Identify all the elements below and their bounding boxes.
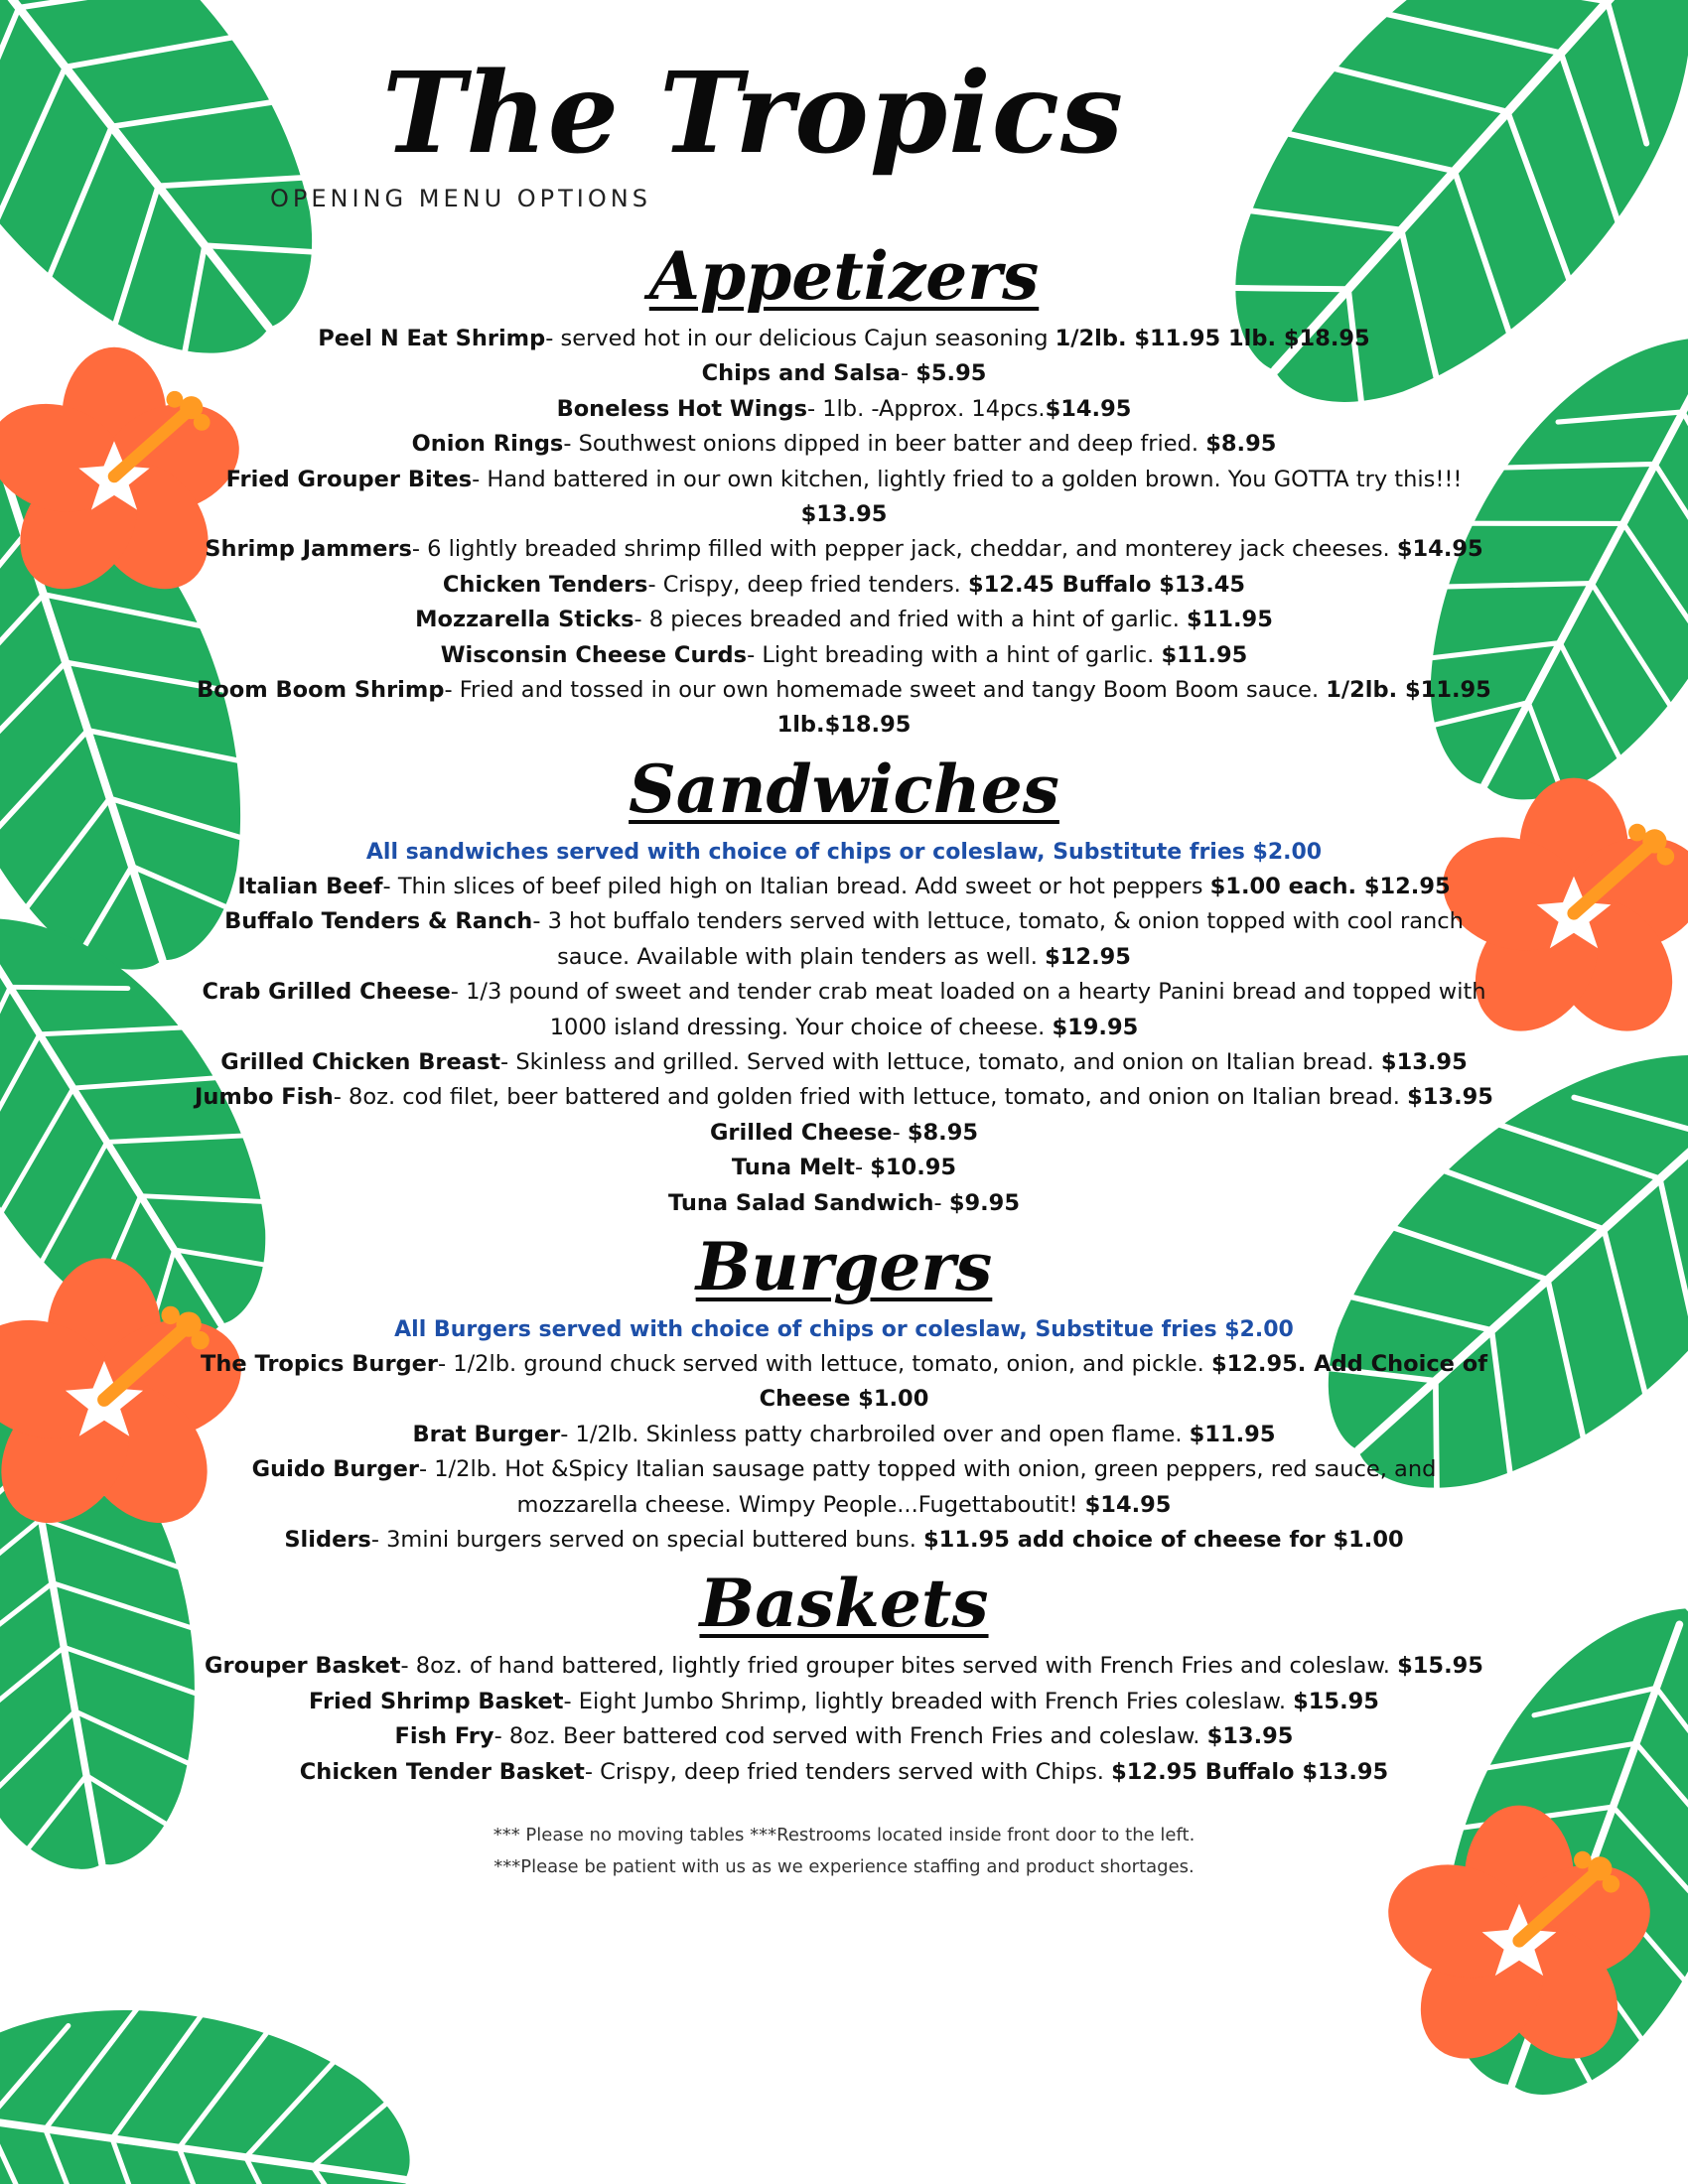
item-name: Chips and Salsa (701, 360, 901, 387)
menu-item (169, 1347, 1519, 1418)
menu-item (169, 1719, 1519, 1754)
item-description: - 6 lightly breaded shrimp filled with pepper jack, cheddar, and monterey jack cheeses. (411, 536, 1397, 563)
item-price: $12.95 Buffalo $13.95 (1111, 1758, 1389, 1785)
item-price: $13.95 (800, 501, 888, 528)
item-name: Onion Rings (411, 431, 564, 458)
item-description: - (900, 360, 916, 387)
item-name: Mozzarella Sticks (415, 607, 634, 633)
section-heading-appetizers: Appetizers (648, 237, 1040, 315)
item-description: - Thin slices of beef piled high on Italian bread. Add sweet or hot peppers (382, 873, 1210, 899)
item-price: $8.95 (907, 1119, 979, 1146)
sandwiches-note: All sandwiches served with choice of chips or coleslaw, Substitute fries $2.00 (365, 839, 1323, 865)
item-description: - Fried and tossed in our own homemade sweet and tangy Boom Boom sauce. (444, 677, 1327, 704)
item-name: Chicken Tender Basket (299, 1758, 585, 1785)
sandwiches-list (169, 870, 1519, 1221)
item-price: $13.95 (1206, 1723, 1294, 1750)
item-price: $11.95 (1161, 641, 1248, 668)
item-description: - 1lb. -Approx. 14pcs. (806, 395, 1046, 422)
item-name: Boneless Hot Wings (556, 395, 807, 422)
item-name: Shrimp Jammers (205, 536, 412, 563)
menu-item (169, 1649, 1519, 1684)
item-name: Grilled Cheese (709, 1119, 893, 1146)
item-name: Grilled Chicken Breast (220, 1048, 501, 1075)
menu-item (169, 1452, 1519, 1523)
item-name: Boom Boom Shrimp (197, 677, 445, 704)
menu-item (169, 1045, 1519, 1080)
footer-notes (169, 1820, 1519, 1883)
menu-item (169, 532, 1519, 567)
item-description: - (933, 1189, 949, 1216)
menu-item (169, 392, 1519, 427)
item-name: Guido Burger (251, 1456, 419, 1483)
menu-item (169, 427, 1519, 462)
item-description: - Crispy, deep fried tenders served with Chips. (584, 1758, 1112, 1785)
menu-item (169, 975, 1519, 1045)
menu-item (169, 463, 1519, 533)
item-description: - 1/3 pound of sweet and tender crab meat loaded on a hearty Panini bread and topped with 1000 island dressing. Your choice of cheese. (450, 979, 1486, 1040)
item-description: - 1/2lb. Skinless patty charbroiled over and open flame. (560, 1421, 1190, 1447)
item-description: - (854, 1155, 871, 1181)
item-description: - Hand battered in our own kitchen, lightly fried to a golden brown. You GOTTA try this!!! (472, 466, 1463, 492)
item-price: $13.95 (1407, 1084, 1493, 1111)
item-description: - Southwest onions dipped in beer batter and deep fried. (563, 431, 1206, 458)
item-name: Fish Fry (394, 1723, 494, 1750)
appetizers-list (169, 322, 1519, 744)
item-name: The Tropics Burger (201, 1350, 438, 1377)
menu-item (169, 1186, 1519, 1221)
burgers-list (169, 1347, 1519, 1558)
item-description: - Skinless and grilled. Served with lettuce, tomato, and onion on Italian bread. (500, 1048, 1381, 1075)
footer-note-2: ***Please be patient with us as we experience staffing and product shortages. (493, 1856, 1195, 1877)
item-price: 1/2lb. $11.95 1lb. $18.95 (1055, 326, 1370, 351)
item-description: - 1/2lb. Hot &Spicy Italian sausage patty topped with onion, green peppers, red sauce, and mozzarella cheese. Wimpy People...Fugettaboutit! (418, 1456, 1437, 1518)
baskets-list (169, 1649, 1519, 1790)
item-name: Tuna Melt (731, 1155, 855, 1181)
appetizers-section (169, 230, 1519, 744)
item-price: $14.95 (1084, 1491, 1172, 1518)
item-price: $10.95 (870, 1155, 957, 1181)
footer-note-1: *** Please no moving tables ***Restrooms located inside front door to the left. (492, 1825, 1196, 1845)
sandwiches-section (169, 744, 1519, 1221)
item-description: - 8oz. of hand battered, lightly fried grouper bites served with French Fries and coleslaw. (400, 1653, 1398, 1680)
item-price: 1/2lb. $11.95 1lb.$18.95 (776, 677, 1491, 739)
menu-item (169, 870, 1519, 904)
item-price: $5.95 (915, 360, 987, 387)
item-price: $9.95 (948, 1189, 1020, 1216)
baskets-section (169, 1558, 1519, 1790)
menu-item (169, 673, 1519, 744)
item-description: - Crispy, deep fried tenders. (647, 571, 968, 598)
item-name: Tuna Salad Sandwich (668, 1189, 934, 1216)
section-heading-sandwiches: Sandwiches (629, 750, 1059, 828)
item-name: Crab Grilled Cheese (202, 979, 451, 1006)
item-price: $1.00 each. $12.95 (1209, 873, 1451, 899)
menu-item (169, 1755, 1519, 1790)
menu-item (169, 1116, 1519, 1151)
item-name: Fried Grouper Bites (225, 466, 473, 492)
item-description: - 8oz. Beer battered cod served with French Fries and coleslaw. (493, 1723, 1207, 1750)
item-name: Jumbo Fish (195, 1084, 334, 1111)
palm-leaf-icon (0, 1967, 427, 2184)
item-price: $12.95. Add Choice of Cheese $1.00 (759, 1350, 1487, 1413)
burgers-note: All Burgers served with choice of chips or coleslaw, Substitue fries $2.00 (394, 1316, 1294, 1342)
page-subtitle: OPENING MENU OPTIONS (270, 185, 651, 212)
item-description: - 3mini burgers served on special buttered buns. (370, 1526, 924, 1553)
menu-item (169, 1685, 1519, 1719)
menu-item (169, 322, 1519, 356)
menu-item (169, 603, 1519, 637)
item-price: $11.95 (1187, 607, 1273, 633)
item-price: $13.95 (1380, 1048, 1468, 1075)
item-price: $11.95 add choice of cheese for $1.00 (923, 1526, 1404, 1553)
menu-item (169, 1151, 1519, 1185)
item-description: - (892, 1119, 908, 1146)
item-name: Brat Burger (412, 1421, 561, 1447)
item-name: Wisconsin Cheese Curds (440, 641, 748, 668)
menu-item (169, 638, 1519, 673)
menu-item (169, 904, 1519, 975)
item-price: $19.95 (1052, 1014, 1139, 1040)
menu-item (169, 1523, 1519, 1558)
item-description: - 3 hot buffalo tenders served with lettuce, tomato, & onion topped with cool ranch sauce. Available with plain tenders as well. (532, 908, 1464, 970)
item-price: $14.95 (1045, 395, 1132, 422)
page-title: The Tropics (382, 49, 1125, 179)
item-description: - Light breading with a hint of garlic. (747, 641, 1162, 668)
menu (169, 230, 1519, 1883)
item-price: $14.95 (1396, 536, 1483, 563)
item-name: Peel N Eat Shrimp (318, 326, 546, 351)
item-description: - 8oz. cod filet, beer battered and golden fried with lettuce, tomato, and onion on Italian bread. (333, 1084, 1408, 1111)
item-price: $12.45 Buffalo $13.45 (968, 571, 1246, 598)
menu-item (169, 356, 1519, 391)
item-name: Chicken Tenders (442, 571, 648, 598)
menu-item (169, 1080, 1519, 1115)
item-name: Sliders (284, 1526, 371, 1553)
item-price: $15.95 (1293, 1688, 1379, 1714)
menu-item (169, 568, 1519, 603)
item-price: $8.95 (1205, 431, 1277, 458)
item-price: $11.95 (1189, 1421, 1276, 1447)
item-description: - served hot in our delicious Cajun seasoning (545, 326, 1055, 351)
item-name: Fried Shrimp Basket (309, 1688, 564, 1714)
item-description: - 1/2lb. ground chuck served with lettuce, tomato, onion, and pickle. (438, 1350, 1211, 1377)
item-name: Italian Beef (237, 873, 383, 899)
menu-item (169, 1418, 1519, 1452)
section-heading-burgers: Burgers (695, 1227, 993, 1305)
item-name: Grouper Basket (205, 1653, 401, 1680)
section-heading-baskets: Baskets (699, 1565, 989, 1643)
item-description: - 8 pieces breaded and fried with a hint of garlic. (633, 607, 1188, 633)
item-price: $12.95 (1045, 943, 1131, 970)
item-name: Buffalo Tenders & Ranch (224, 908, 533, 935)
burgers-section (169, 1221, 1519, 1558)
item-description: - Eight Jumbo Shrimp, lightly breaded with French Fries coleslaw. (563, 1688, 1294, 1714)
item-price: $15.95 (1397, 1653, 1483, 1680)
